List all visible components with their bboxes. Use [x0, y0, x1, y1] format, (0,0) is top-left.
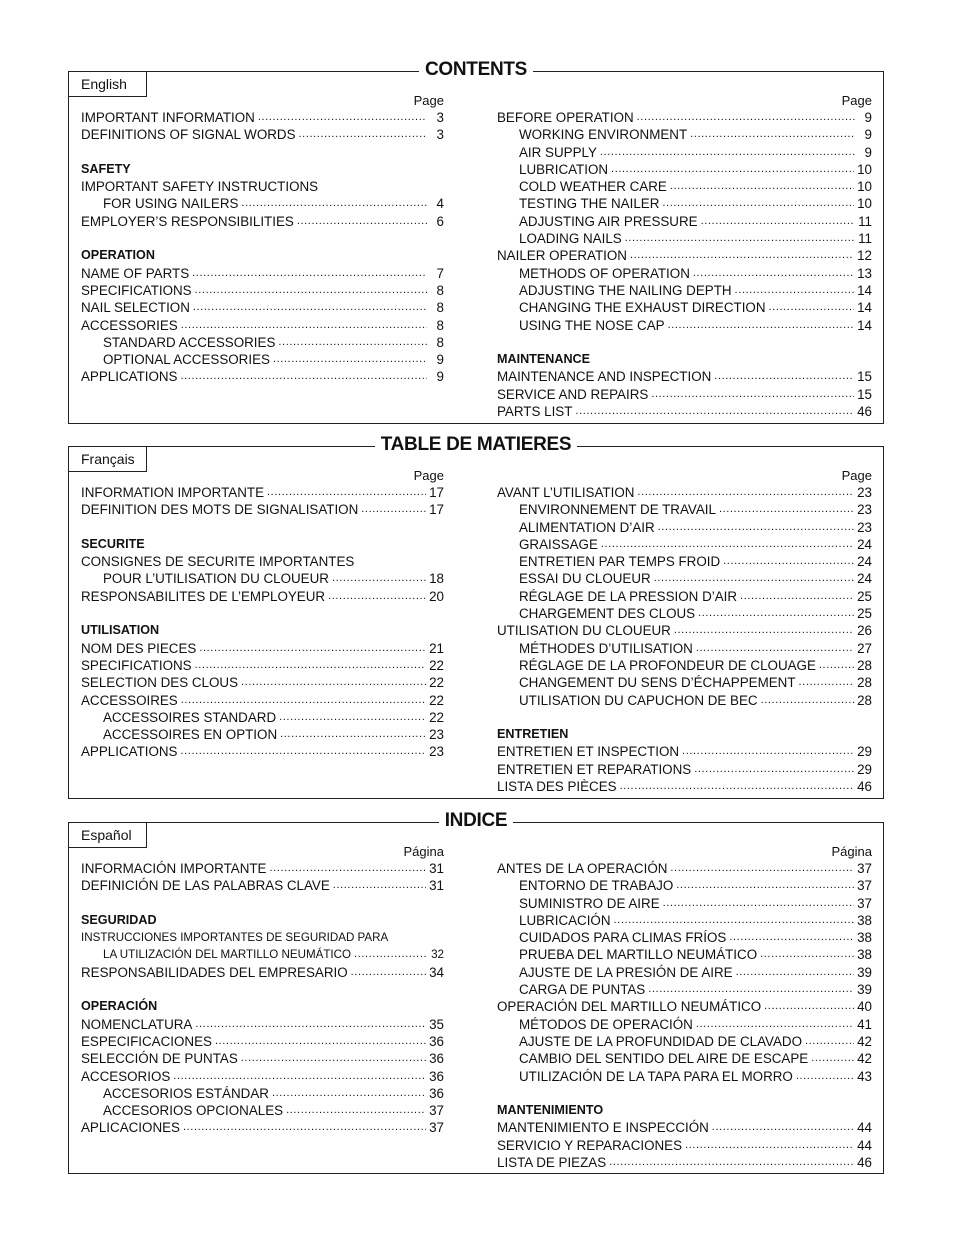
- toc-entry-page: 6: [436, 213, 444, 229]
- toc-entry-label: FOR USING NAILERS: [103, 196, 239, 212]
- toc-entry: [81, 743, 444, 760]
- toc-entry-label: ACCESSORIES: [81, 317, 178, 333]
- toc-heading-text: OPERATION: [81, 248, 155, 263]
- toc-entry: [81, 126, 444, 143]
- toc-entry-page: 14: [857, 300, 872, 316]
- toc-entry-page: 38: [857, 930, 872, 946]
- page-column-header: Page: [841, 93, 872, 108]
- toc-entry-label: ADJUSTING THE NAILING DEPTH: [519, 282, 732, 298]
- dot-leader: [181, 366, 428, 385]
- toc-column-left: [81, 467, 444, 761]
- toc-entry-page: 9: [436, 352, 444, 368]
- toc-entry-page: 37: [429, 1103, 444, 1119]
- dot-leader: [620, 776, 855, 795]
- toc-entry-label: MANTENIMIENTO E INSPECCIÓN: [497, 1120, 709, 1136]
- toc-entry-label: NOMENCLATURA: [81, 1016, 193, 1032]
- toc-entry-label: DEFINITION DES MOTS DE SIGNALISATION: [81, 502, 359, 518]
- spacer: [81, 605, 444, 622]
- toc-entry: [497, 692, 872, 709]
- toc-entry-label: OPTIONAL ACCESSORIES: [103, 352, 270, 368]
- toc-entry-page: 40: [857, 999, 872, 1015]
- spacer: [497, 709, 872, 726]
- toc-entry: [497, 403, 872, 420]
- toc-entry-page: 36: [429, 1051, 444, 1067]
- toc-entry-label: CAMBIO DEL SENTIDO DEL AIRE DE ESCAPE: [519, 1051, 809, 1067]
- spacer: [497, 334, 872, 351]
- toc-entry-label: RESPONSABILIDADES DEL EMPRESARIO: [81, 964, 348, 980]
- toc-section-spanish: [68, 810, 884, 1174]
- toc-entry-label: CHARGEMENT DES CLOUS: [519, 606, 696, 622]
- language-label: English: [68, 71, 147, 97]
- language-label: Français: [68, 446, 147, 472]
- toc-column-left: [81, 92, 444, 386]
- toc-entry-label: MÉTHODES D’UTILISATION: [519, 640, 693, 656]
- dot-leader: [761, 690, 855, 709]
- toc-entry-page: 36: [429, 1085, 444, 1101]
- toc-entry-page: 9: [436, 369, 444, 385]
- toc-entry-label: EMPLOYER’S RESPONSIBILITIES: [81, 213, 294, 229]
- toc-entry-label: LUBRICACIÓN: [519, 912, 611, 928]
- toc-entry-page: 46: [857, 779, 872, 795]
- section-title: TABLE DE MATIERES: [375, 434, 578, 455]
- toc-entry-page: 23: [429, 744, 444, 760]
- toc-entry-label: PARTS LIST: [497, 404, 573, 420]
- toc-heading: [81, 161, 444, 178]
- toc-entry-label: METHODS OF OPERATION: [519, 265, 690, 281]
- toc-entry-page: 37: [857, 878, 872, 894]
- toc-entry-label: ESSAI DU CLOUEUR: [519, 571, 651, 587]
- toc-entry-page: 28: [857, 692, 872, 708]
- toc-entry-page: 3: [436, 127, 444, 143]
- toc-entry-page: 39: [857, 982, 872, 998]
- toc-entry-page: 34: [429, 964, 444, 980]
- toc-entry-label: OPERACIÓN DEL MARTILLO NEUMÁTICO: [497, 999, 762, 1015]
- toc-entry-label: CHANGEMENT DU SENS D’ÉCHAPPEMENT: [519, 675, 796, 691]
- toc-entry-label: ENTRETIEN PAR TEMPS FROID: [519, 554, 721, 570]
- toc-entry-label: UTILISATION DU CAPUCHON DE BEC: [519, 692, 758, 708]
- toc-entry-label: POUR L’UTILISATION DU CLOUEUR: [103, 571, 329, 587]
- toc-entry: [497, 317, 872, 334]
- toc-entry-page: 8: [436, 334, 444, 350]
- toc-entry-page: 29: [857, 744, 872, 760]
- toc-entry-page: 14: [857, 317, 872, 333]
- toc-entry-label: CHANGING THE EXHAUST DIRECTION: [519, 300, 766, 316]
- toc-entry-label: ACCESSOIRES STANDARD: [103, 709, 277, 725]
- page-column-header: Page: [413, 468, 444, 483]
- toc-entry-page: 15: [857, 369, 872, 385]
- toc-entry-label: AIR SUPPLY: [519, 144, 597, 160]
- toc-section-english: [68, 59, 884, 424]
- spacer: [81, 519, 444, 536]
- toc-entry-page: 12: [857, 248, 872, 264]
- toc-entry: [81, 368, 444, 385]
- page-column-header: Page: [413, 93, 444, 108]
- toc-entry-label: INFORMACIÓN IMPORTANTE: [81, 861, 267, 876]
- toc-heading-text: SECURITE: [81, 536, 145, 551]
- toc-entry-label: ACCESSOIRES EN OPTION: [103, 727, 278, 743]
- toc-entry-page: 43: [857, 1068, 872, 1084]
- toc-entry-label: ACCESORIOS ESTÁNDAR: [103, 1085, 269, 1101]
- toc-entry-label: SPECIFICATIONS: [81, 657, 192, 673]
- toc-entry-label: LISTA DES PIÈCES: [497, 779, 617, 795]
- toc-entry: [497, 640, 872, 657]
- toc-entry-page: 15: [857, 386, 872, 402]
- toc-entry-label: BEFORE OPERATION: [497, 110, 634, 125]
- toc-heading-text: ENTRETIEN: [497, 727, 569, 742]
- dot-leader: [361, 499, 426, 518]
- toc-entry-page: 3: [436, 110, 444, 125]
- toc-entry-page: 31: [429, 861, 444, 876]
- toc-entry-label: PRUEBA DEL MARTILLO NEUMÁTICO: [519, 947, 758, 963]
- toc-entry-page: 23: [857, 502, 872, 518]
- toc-column-right: [497, 843, 872, 1171]
- toc-entry-label: IMPORTANT SAFETY INSTRUCTIONS: [81, 179, 319, 195]
- toc-entry-page: 8: [436, 282, 444, 298]
- toc-entry-label: UTILISATION DU CLOUEUR: [497, 623, 671, 639]
- toc-entry: [497, 1154, 872, 1171]
- toc-entry-page: 37: [429, 1120, 444, 1136]
- toc-entry-page: 28: [857, 657, 872, 673]
- toc-entry-label: APPLICATIONS: [81, 369, 178, 385]
- toc-entry: [497, 778, 872, 795]
- dot-leader: [575, 401, 854, 420]
- toc-entry-label: NAILER OPERATION: [497, 248, 627, 264]
- toc-entry-page: 22: [429, 675, 444, 691]
- toc-entry-page: 24: [857, 536, 872, 552]
- toc-entry-label: ACCESORIOS: [81, 1068, 171, 1084]
- toc-entry-label: ESPECIFICACIONES: [81, 1033, 212, 1049]
- toc-entry-label: MAINTENANCE AND INSPECTION: [497, 369, 712, 385]
- toc-entry-page: 17: [429, 485, 444, 500]
- section-title: CONTENTS: [419, 59, 533, 80]
- toc-entry-page: 26: [857, 623, 872, 639]
- section-title: INDICE: [439, 810, 514, 831]
- toc-entry-page: 13: [857, 265, 872, 281]
- toc-entry-label: MÉTODOS DE OPERACIÓN: [519, 1016, 693, 1032]
- toc-entry-page: 38: [857, 947, 872, 963]
- toc-entry-page: 42: [857, 1033, 872, 1049]
- dot-leader: [328, 586, 426, 605]
- toc-entry-page: 22: [429, 692, 444, 708]
- toc-entry-page: 31: [429, 878, 444, 894]
- toc-entry-label: IMPORTANT INFORMATION: [81, 110, 255, 125]
- toc-entry-label: APLICACIONES: [81, 1120, 180, 1136]
- page-column-header: Page: [841, 468, 872, 483]
- dot-leader: [796, 1066, 854, 1085]
- toc-entry: [81, 877, 444, 894]
- toc-entry-page: 14: [857, 282, 872, 298]
- toc-entry-label: CARGA DE PUNTAS: [519, 982, 646, 998]
- toc-entry: [81, 588, 444, 605]
- toc-entry: [81, 929, 444, 946]
- toc-entry-page: 25: [857, 588, 872, 604]
- toc-entry-label: ENVIRONNEMENT DE TRAVAIL: [519, 502, 716, 518]
- toc-entry-page: 9: [864, 127, 872, 143]
- toc-column-right: [497, 92, 872, 420]
- spacer: [81, 981, 444, 998]
- toc-heading: [81, 912, 444, 929]
- toc-entry-label: INSTRUCCIONES IMPORTANTES DE SEGURIDAD PARA: [81, 931, 389, 945]
- toc-entry: [81, 501, 444, 518]
- toc-section-french: [68, 434, 884, 799]
- toc-entry: [81, 213, 444, 230]
- spacer: [81, 144, 444, 161]
- toc-heading-text: SAFETY: [81, 161, 131, 176]
- toc-entry-page: 41: [857, 1016, 872, 1032]
- toc-entry-label: SELECTION DES CLOUS: [81, 675, 239, 691]
- toc-entry-page: 24: [857, 554, 872, 570]
- toc-entry-label: LA UTILIZACIÓN DEL MARTILLO NEUMÁTICO: [103, 948, 352, 962]
- toc-entry-page: 4: [436, 196, 444, 212]
- toc-heading-text: SEGURIDAD: [81, 912, 157, 927]
- toc-heading-text: UTILISATION: [81, 623, 160, 638]
- toc-entry-page: 29: [857, 761, 872, 777]
- dot-leader: [351, 962, 426, 981]
- toc-entry-label: DEFINICIÓN DE LAS PALABRAS CLAVE: [81, 878, 330, 894]
- toc-entry-label: ACCESSOIRES: [81, 692, 178, 708]
- toc-entry-page: 39: [857, 964, 872, 980]
- toc-entry-page: 10: [857, 196, 872, 212]
- toc-entry-page: 20: [429, 588, 444, 604]
- toc-entry-label: WORKING ENVIRONMENT: [519, 127, 688, 143]
- toc-entry-page: 9: [864, 110, 872, 125]
- toc-entry-page: 22: [429, 657, 444, 673]
- toc-entry-label: ENTORNO DE TRABAJO: [519, 878, 674, 894]
- toc-entry-page: 7: [436, 265, 444, 281]
- toc-entry-label: STANDARD ACCESSORIES: [103, 334, 276, 350]
- spacer: [81, 230, 444, 247]
- toc-entry-label: SPECIFICATIONS: [81, 282, 192, 298]
- toc-entry-page: 46: [857, 1155, 872, 1171]
- toc-entry-page: 17: [429, 502, 444, 518]
- toc-heading-text: MANTENIMIENTO: [497, 1103, 604, 1118]
- toc-entry-page: 8: [436, 317, 444, 333]
- toc-entry-page: 10: [857, 161, 872, 177]
- toc-entry-label: APPLICATIONS: [81, 744, 178, 760]
- toc-entry-label: SERVICE AND REPAIRS: [497, 386, 649, 402]
- toc-entry-label: CUIDADOS PARA CLIMAS FRÍOS: [519, 930, 727, 946]
- toc-entry-page: 21: [429, 640, 444, 656]
- dot-leader: [668, 315, 855, 334]
- toc-entry-page: 36: [429, 1068, 444, 1084]
- spacer: [497, 1085, 872, 1102]
- toc-entry-label: LOADING NAILS: [519, 231, 622, 247]
- toc-entry-label: DEFINITIONS OF SIGNAL WORDS: [81, 127, 296, 143]
- toc-entry-label: NAIL SELECTION: [81, 300, 190, 316]
- toc-entry-page: 38: [857, 912, 872, 928]
- toc-entry-label: AJUSTE DE LA PROFUNDIDAD DE CLAVADO: [519, 1033, 802, 1049]
- toc-entry-label: SERVICIO Y REPARACIONES: [497, 1137, 683, 1153]
- toc-entry-label: AVANT L’UTILISATION: [497, 485, 635, 500]
- dot-leader: [297, 211, 427, 230]
- toc-heading-text: MAINTENANCE: [497, 352, 591, 367]
- toc-entry-page: 27: [857, 640, 872, 656]
- toc-entry-page: 10: [857, 179, 872, 195]
- language-label: Español: [68, 822, 147, 848]
- toc-entry-label: ANTES DE LA OPERACIÓN: [497, 861, 668, 876]
- toc-entry-label: RÉGLAGE DE LA PROFONDEUR DE CLOUAGE: [519, 657, 816, 673]
- dot-leader: [333, 875, 426, 894]
- toc-entry-label: ACCESORIOS OPCIONALES: [103, 1103, 284, 1119]
- toc-entry-label: AJUSTE DE LA PRESIÓN DE AIRE: [519, 964, 733, 980]
- toc-entry-page: 28: [857, 675, 872, 691]
- toc-entry-label: GRAISSAGE: [519, 536, 598, 552]
- toc-entry-page: 46: [857, 404, 872, 420]
- toc-entry-label: RÉGLAGE DE LA PRESSION D’AIR: [519, 588, 738, 604]
- toc-entry-page: 11: [858, 231, 872, 247]
- toc-column-right: [497, 467, 872, 795]
- toc-entry-label: ENTRETIEN ET REPARATIONS: [497, 761, 692, 777]
- toc-entry-page: 23: [857, 485, 872, 500]
- toc-entry: [81, 1119, 444, 1136]
- toc-entry-page: 32: [431, 948, 444, 962]
- toc-entry-label: NAME OF PARTS: [81, 265, 190, 281]
- toc-entry-label: NOM DES PIECES: [81, 640, 197, 656]
- toc-entry-label: RESPONSABILITES DE L’EMPLOYEUR: [81, 588, 326, 604]
- dot-leader: [181, 741, 427, 760]
- toc-entry-page: 25: [857, 606, 872, 622]
- toc-entry-label: CONSIGNES DE SECURITE IMPORTANTES: [81, 554, 355, 570]
- spacer: [81, 895, 444, 912]
- toc-entry-label: LISTA DE PIEZAS: [497, 1155, 607, 1171]
- toc-entry-page: 24: [857, 571, 872, 587]
- toc-entry-label: ALIMENTATION D’AIR: [519, 519, 655, 535]
- toc-entry-page: 35: [429, 1016, 444, 1032]
- dot-leader: [299, 124, 427, 143]
- toc-heading: [81, 536, 444, 553]
- toc-entry-page: 37: [857, 861, 872, 876]
- toc-entry-page: 18: [429, 571, 444, 587]
- page-column-header: Página: [831, 844, 872, 859]
- toc-entry: [497, 1068, 872, 1085]
- toc-entry-label: SELECCIÓN DE PUNTAS: [81, 1051, 238, 1067]
- toc-entry-page: 11: [858, 213, 872, 229]
- toc-entry-label: LUBRICATION: [519, 161, 609, 177]
- toc-entry-label: ADJUSTING AIR PRESSURE: [519, 213, 698, 229]
- dot-leader: [609, 1152, 854, 1171]
- toc-entry-page: 8: [436, 300, 444, 316]
- toc-entry-page: 44: [857, 1137, 872, 1153]
- toc-entry-label: SUMINISTRO DE AIRE: [519, 895, 660, 911]
- toc-column-left: [81, 843, 444, 1137]
- toc-entry: [81, 964, 444, 981]
- page-column-header: Página: [403, 844, 444, 859]
- toc-entry-page: 36: [429, 1033, 444, 1049]
- toc-entry-page: 23: [857, 519, 872, 535]
- toc-entry-page: 44: [857, 1120, 872, 1136]
- toc-entry-label: TESTING THE NAILER: [519, 196, 660, 212]
- toc-entry-page: 22: [429, 709, 444, 725]
- toc-entry-page: 9: [864, 144, 872, 160]
- dot-leader: [183, 1117, 426, 1136]
- toc-heading-text: OPERACIÓN: [81, 999, 158, 1014]
- toc-entry-label: UTILIZACIÓN DE LA TAPA PARA EL MORRO: [519, 1068, 793, 1084]
- toc-entry-label: USING THE NOSE CAP: [519, 317, 665, 333]
- toc-entry-page: 37: [857, 895, 872, 911]
- toc-entry-label: COLD WEATHER CARE: [519, 179, 667, 195]
- toc-entry-label: ENTRETIEN ET INSPECTION: [497, 744, 680, 760]
- toc-entry-page: 23: [429, 727, 444, 743]
- toc-entry-page: 42: [857, 1051, 872, 1067]
- toc-entry-label: INFORMATION IMPORTANTE: [81, 485, 265, 500]
